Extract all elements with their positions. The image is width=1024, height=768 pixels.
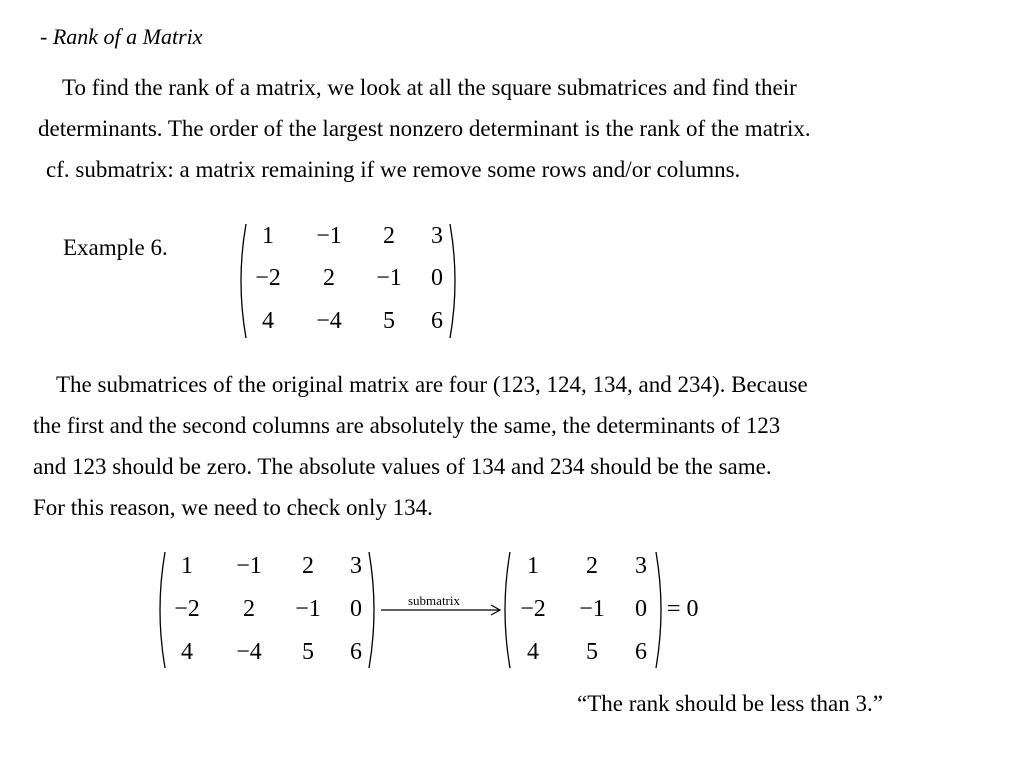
matrix-cell: 0: [635, 596, 647, 622]
matrix-cell: 4: [527, 639, 539, 665]
right-paren: [448, 222, 460, 340]
matrix-cell: 0: [350, 596, 362, 622]
matrix-cell: −2: [255, 265, 281, 291]
intro-line-3: cf. submatrix: a matrix remaining if we remove some rows and/or columns.: [46, 157, 741, 182]
matrix-cell: 6: [635, 639, 647, 665]
right-paren: [367, 550, 379, 670]
example-label: Example 6.: [63, 235, 168, 260]
equals-zero: = 0: [667, 596, 699, 622]
right-paren: [654, 550, 666, 670]
example-matrix: [236, 222, 460, 340]
matrix-cell: 4: [262, 308, 274, 334]
intro-line-2: determinants. The order of the largest nonzero determinant is the rank of the matrix.: [38, 116, 811, 141]
explanation-line-1: The submatrices of the original matrix are four (123, 124, 134, and 234). Because: [56, 372, 808, 397]
matrix-cell: 5: [302, 639, 314, 665]
matrix-cell: −2: [520, 596, 546, 622]
matrix-cell: 1: [262, 223, 274, 249]
arrow-label: submatrix: [408, 593, 460, 608]
explanation-line-4: For this reason, we need to check only 134.: [33, 495, 433, 520]
matrix-cell: 3: [635, 553, 647, 579]
right-arrow-icon: [381, 603, 503, 617]
matrix-cell: −1: [295, 596, 321, 622]
matrix-cell: 4: [181, 639, 193, 665]
matrix-cell: 5: [586, 639, 598, 665]
matrix-cell: 5: [383, 308, 395, 334]
conclusion-quote: “The rank should be less than 3.”: [577, 691, 883, 716]
matrix-cell: 6: [350, 639, 362, 665]
matrix-cell: 2: [243, 596, 255, 622]
matrix-cell: −1: [316, 223, 342, 249]
matrix-cell: −4: [316, 308, 342, 334]
matrix-cell: 2: [383, 223, 395, 249]
matrix-cell: 1: [181, 553, 193, 579]
matrix-cell: −1: [236, 553, 262, 579]
left-paren: [500, 550, 512, 670]
matrix-cell: 0: [431, 265, 443, 291]
original-matrix: [155, 550, 379, 670]
left-paren: [236, 222, 248, 340]
matrix-cell: −1: [579, 596, 605, 622]
section-title: - Rank of a Matrix: [40, 24, 203, 49]
submatrix: [500, 550, 666, 670]
matrix-cell: 2: [586, 553, 598, 579]
intro-line-1: To find the rank of a matrix, we look at all the square submatrices and find their: [62, 75, 797, 100]
explanation-line-3: and 123 should be zero. The absolute values of 134 and 234 should be the same.: [33, 454, 772, 479]
matrix-cell: 3: [431, 223, 443, 249]
matrix-cell: 2: [302, 553, 314, 579]
left-paren: [155, 550, 167, 670]
matrix-cell: 3: [350, 553, 362, 579]
matrix-cell: −4: [236, 639, 262, 665]
matrix-cell: 2: [323, 265, 335, 291]
matrix-cell: 1: [527, 553, 539, 579]
matrix-cell: −1: [376, 265, 402, 291]
matrix-cell: 6: [431, 308, 443, 334]
matrix-cell: −2: [174, 596, 200, 622]
explanation-line-2: the first and the second columns are absolutely the same, the determinants of 123: [33, 413, 781, 438]
